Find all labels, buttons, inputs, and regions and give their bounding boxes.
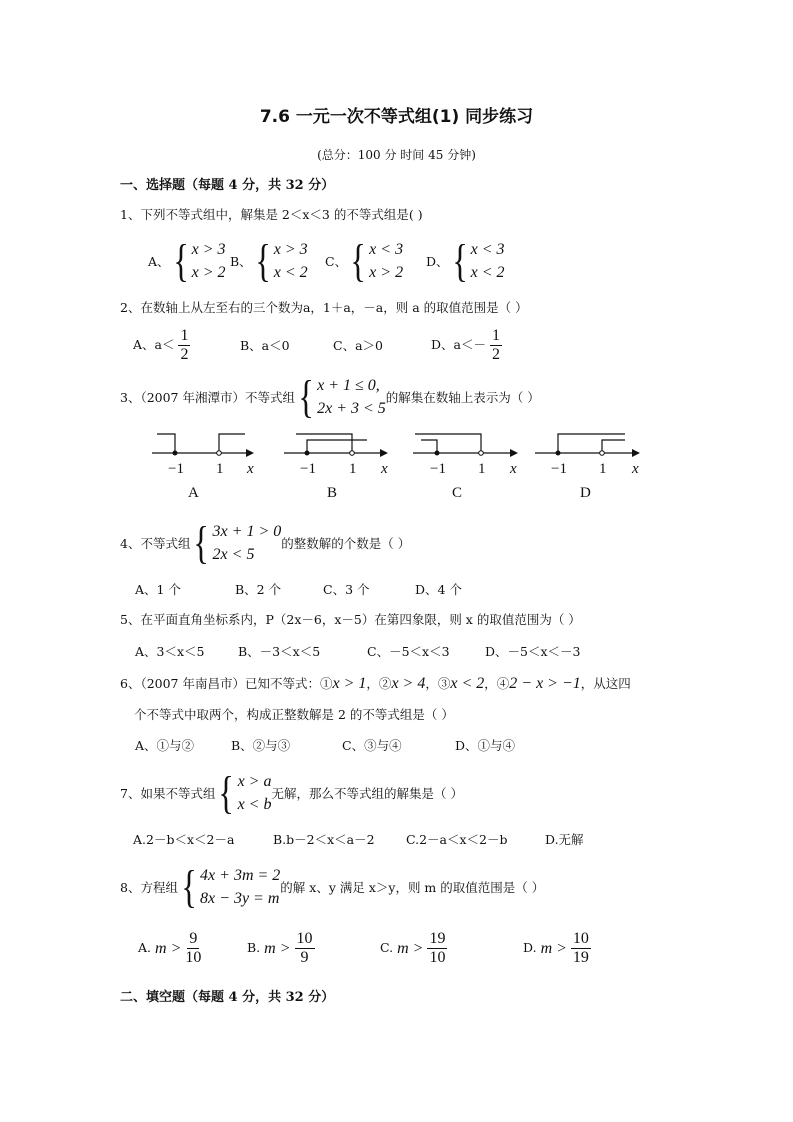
inequality-lhs: m > bbox=[540, 939, 567, 957]
axis-label: x bbox=[247, 461, 254, 477]
option-label: A、 bbox=[148, 254, 170, 269]
open-dot bbox=[600, 451, 605, 456]
tick-label: 1 bbox=[216, 461, 224, 477]
option-label: B bbox=[327, 485, 338, 501]
denominator: 2 bbox=[491, 346, 500, 363]
arrow-icon bbox=[380, 449, 388, 457]
question-text: ，从这四 bbox=[580, 676, 631, 691]
numerator: 10 bbox=[572, 930, 589, 947]
q2-option-b: B、a＜0 bbox=[240, 338, 290, 353]
tick-label: −1 bbox=[551, 461, 567, 477]
option-label: C. bbox=[380, 940, 394, 956]
arrow-icon bbox=[510, 449, 518, 457]
q4-option-c: C、3 个 bbox=[323, 582, 370, 597]
equation: 8x − 3y = m bbox=[200, 890, 280, 907]
q4-option-a: A、1 个 bbox=[135, 582, 181, 597]
fraction bbox=[571, 930, 591, 967]
q8-option-d bbox=[523, 930, 591, 967]
q7-option-b: B.b－2＜x＜a－2 bbox=[273, 832, 375, 847]
question-2: 2、在数轴上从左至右的三个数为a，1＋a，－a，则 a 的取值范围是（ ） bbox=[120, 300, 528, 315]
question-1: 1、下列不等式组中，解集是 2＜x＜3 的不等式组是( ) bbox=[120, 207, 423, 222]
denominator: 9 bbox=[300, 949, 309, 966]
q2-option-c: C、a＞0 bbox=[333, 338, 383, 353]
axis-label: x bbox=[632, 461, 639, 477]
question-6-line-2: 个不等式中取两个，构成正整数解是 2 的不等式组是（ ） bbox=[134, 707, 454, 722]
section-heading-choice: 一、选择题（每题 4 分，共 32 分） bbox=[120, 178, 335, 193]
closed-dot bbox=[556, 451, 561, 456]
open-dot bbox=[350, 451, 355, 456]
question-text: 6、（2007 年南昌市）已知不等式： bbox=[120, 676, 320, 691]
numerator: 19 bbox=[429, 930, 446, 947]
brace: { bbox=[255, 235, 271, 286]
inequality: 3x + 1 > 0 bbox=[212, 523, 282, 540]
inequality: x > 2 bbox=[369, 264, 404, 281]
open-dot bbox=[479, 451, 484, 456]
brace: { bbox=[181, 861, 197, 912]
brace: { bbox=[193, 517, 210, 568]
section-heading-fill-in: 二、填空题（每题 4 分，共 32 分） bbox=[120, 990, 335, 1005]
closed-dot bbox=[435, 451, 440, 456]
inequality: x + 1 ≤ 0, bbox=[317, 377, 380, 394]
option-label: D、 bbox=[426, 254, 449, 269]
question-text: 的整数解的个数是（ ） bbox=[281, 536, 411, 551]
inequality: x < 2 bbox=[450, 675, 485, 692]
question-text: 无解，那么不等式组的解集是（ ） bbox=[271, 786, 463, 801]
axis-label: x bbox=[510, 461, 517, 477]
q7-option-c: C.2－a＜x＜2－b bbox=[406, 832, 508, 847]
inequality: x > a bbox=[237, 773, 272, 790]
inequality: x > 3 bbox=[191, 241, 226, 258]
inequality: x < 3 bbox=[369, 241, 404, 258]
fraction bbox=[427, 930, 447, 967]
inequality: 2x < 5 bbox=[212, 546, 255, 563]
tick-label: 1 bbox=[599, 461, 607, 477]
inequality-lhs: m > bbox=[397, 939, 424, 957]
question-6-line-1 bbox=[120, 676, 631, 692]
fraction bbox=[295, 930, 315, 967]
q6-option-b: B、②与③ bbox=[231, 738, 291, 753]
question-text: 的解集在数轴上表示为（ ） bbox=[385, 390, 540, 405]
option-label: B. bbox=[247, 940, 261, 956]
number-line-d bbox=[535, 434, 636, 453]
denominator: 10 bbox=[429, 949, 446, 966]
marker: ① bbox=[320, 676, 333, 691]
q7-option-a: A.2－b＜x＜2－a bbox=[133, 832, 235, 847]
tick-label: 1 bbox=[349, 461, 357, 477]
axis-label: x bbox=[381, 461, 388, 477]
q7-option-d: D.无解 bbox=[545, 832, 584, 847]
option-label: C、 bbox=[325, 254, 348, 269]
option-label: B、 bbox=[230, 254, 252, 269]
tick-label: 1 bbox=[478, 461, 486, 477]
marker: ，③ bbox=[425, 676, 451, 691]
denominator: 2 bbox=[180, 346, 189, 363]
q5-option-a: A、3＜x＜5 bbox=[135, 644, 205, 659]
number-line-a bbox=[152, 434, 250, 453]
tick-label: −1 bbox=[430, 461, 446, 477]
inequality: 2x + 3 < 5 bbox=[317, 400, 386, 417]
option-label: A bbox=[188, 485, 199, 501]
option-label: A. bbox=[138, 940, 152, 956]
open-dot bbox=[217, 451, 222, 456]
inequality: 2 − x > −1 bbox=[509, 675, 581, 692]
inequality: x < b bbox=[237, 796, 272, 813]
question-4 bbox=[120, 517, 411, 568]
q5-option-d: D、－5＜x＜－3 bbox=[485, 644, 581, 659]
marker: ，② bbox=[366, 676, 392, 691]
question-5: 5、在平面直角坐标系内，P（2x－6，x－5）在第四象限，则 x 的取值范围为（ ） bbox=[120, 612, 581, 627]
numerator: 9 bbox=[189, 930, 198, 947]
brace: { bbox=[218, 767, 235, 818]
inequality: x < 2 bbox=[273, 264, 308, 281]
q4-option-d: D、4 个 bbox=[415, 582, 462, 597]
tick-label: −1 bbox=[300, 461, 316, 477]
inequality: x < 2 bbox=[470, 264, 505, 281]
option-label: A、a＜ bbox=[133, 337, 175, 353]
question-7 bbox=[120, 767, 463, 818]
fraction bbox=[185, 930, 201, 967]
question-text: 3、（2007 年湘潭市）不等式组 bbox=[120, 390, 295, 405]
q8-option-b bbox=[247, 930, 315, 967]
tick-label: −1 bbox=[168, 461, 184, 477]
inequality-lhs: m > bbox=[155, 939, 182, 957]
inequality: x > 1 bbox=[332, 675, 367, 692]
arrow-icon bbox=[246, 449, 254, 457]
arrow-icon bbox=[632, 449, 640, 457]
subtitle: (总分：100 分 时间 45 分钟) bbox=[317, 148, 476, 162]
question-text: 4、不等式组 bbox=[120, 536, 191, 551]
numerator: 1 bbox=[180, 327, 189, 344]
numerator: 10 bbox=[296, 930, 313, 947]
inequality: x < 3 bbox=[470, 241, 505, 258]
inequality: x > 2 bbox=[191, 264, 226, 281]
closed-dot bbox=[173, 451, 178, 456]
denominator: 19 bbox=[572, 949, 589, 966]
question-text: 的解 x、y 满足 x＞y，则 m 的取值范围是（ ） bbox=[280, 880, 545, 895]
q6-option-a: A、①与② bbox=[135, 738, 195, 753]
question-8 bbox=[120, 861, 545, 912]
number-line-c bbox=[413, 434, 514, 453]
q6-option-c: C、③与④ bbox=[342, 738, 402, 753]
q6-option-d: D、①与④ bbox=[455, 738, 516, 753]
marker: ，④ bbox=[484, 676, 510, 691]
q5-option-b: B、－3＜x＜5 bbox=[238, 644, 321, 659]
q8-option-a bbox=[138, 930, 201, 967]
question-text: 8、方程组 bbox=[120, 880, 178, 895]
option-label: D bbox=[580, 485, 591, 501]
brace: { bbox=[350, 235, 366, 286]
question-text: 7、如果不等式组 bbox=[120, 786, 216, 801]
brace: { bbox=[172, 235, 189, 286]
brace: { bbox=[451, 235, 468, 286]
equation: 4x + 3m = 2 bbox=[200, 867, 281, 884]
inequality: x > 4 bbox=[391, 675, 426, 692]
option-label: C bbox=[452, 485, 463, 501]
q5-option-c: C、－5＜x＜3 bbox=[367, 644, 450, 659]
numerator: 1 bbox=[491, 327, 500, 344]
option-label: D、a＜－ bbox=[431, 337, 486, 353]
inequality-lhs: m > bbox=[264, 939, 291, 957]
q8-option-c bbox=[380, 930, 447, 967]
number-line-b bbox=[284, 434, 384, 453]
q4-option-b: B、2 个 bbox=[235, 582, 282, 597]
denominator: 10 bbox=[185, 949, 202, 966]
page-title: 7.6 一元一次不等式组(1) 同步练习 bbox=[259, 107, 534, 127]
option-label: D. bbox=[523, 940, 537, 956]
brace: { bbox=[298, 371, 314, 422]
inequality: x > 3 bbox=[273, 241, 308, 258]
closed-dot bbox=[305, 451, 310, 456]
number-line-figures bbox=[0, 0, 793, 520]
